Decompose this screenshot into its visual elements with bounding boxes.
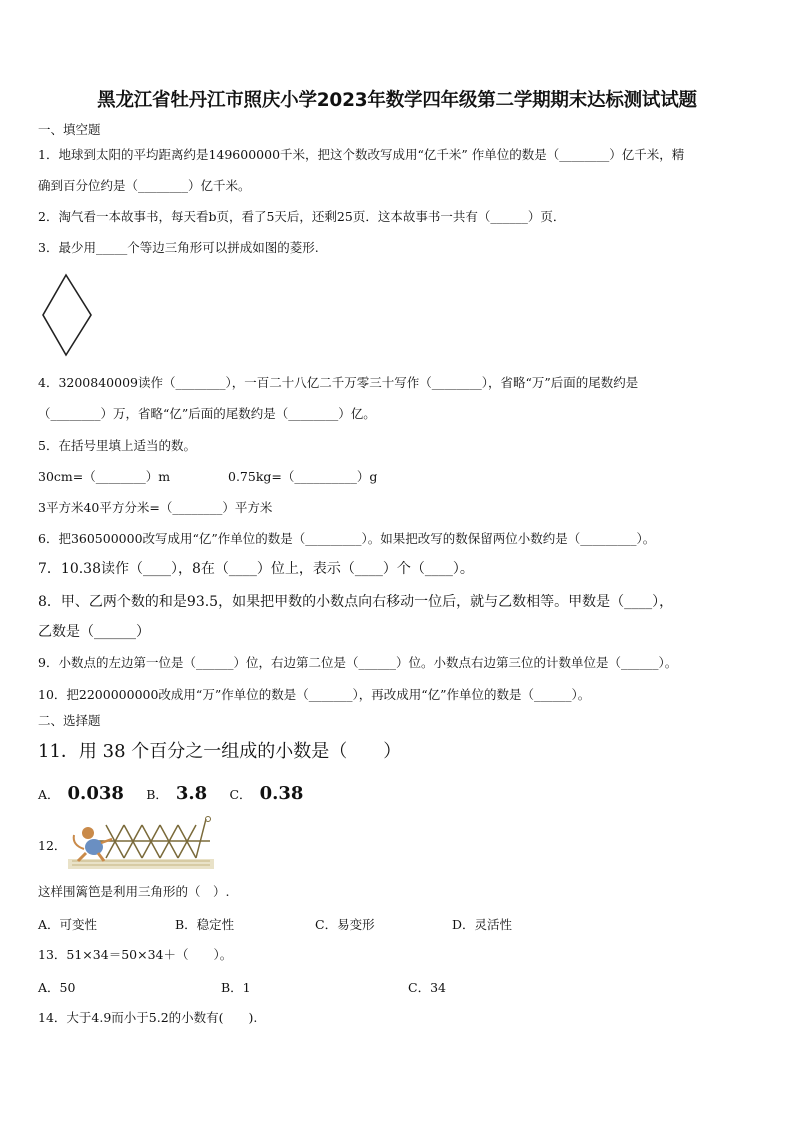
option-c[interactable]: C． 0.38: [229, 783, 304, 804]
option-a[interactable]: A． 0.038: [38, 783, 124, 804]
question-5-item-a: 30cm=（________）m: [38, 469, 171, 484]
question-12-text: 这样围篱笆是利用三角形的（ ）.: [38, 884, 230, 899]
question-11: 11．用 38 个百分之一组成的小数是（ ）: [38, 741, 402, 762]
question-1-line-1: 1．地球到太阳的平均距离约是149600000千米，把这个数改写成用“亿千米” 作单位的数是（________）亿千米，精: [38, 147, 685, 162]
option-b[interactable]: B．稳定性: [175, 917, 235, 932]
question-8-line-2: 乙数是（______）: [38, 624, 150, 640]
section-choice-heading: 二、选择题: [38, 713, 101, 728]
question-5-item-c: 3平方米40平方分米=（________）平方米: [38, 500, 273, 515]
question-12-number: 12．: [38, 838, 67, 853]
question-9: 9．小数点的左边第一位是（______）位，右边第二位是（______）位。小数点右边第三位的计数单位是（______）。: [38, 655, 678, 670]
question-10: 10．把2200000000改成用“万”作单位的数是（_______），再改成用“亿”作单位的数是（______）。: [38, 687, 591, 702]
question-7: 7．10.38读作（____），8在（____）位上，表示（____）个（____）。: [38, 561, 474, 577]
option-c[interactable]: C．易变形: [315, 917, 375, 932]
question-5: 5．在括号里填上适当的数。: [38, 438, 196, 453]
question-8-line-1: 8．甲、乙两个数的和是93.5，如果把甲数的小数点向右移动一位后，就与乙数相等。甲数是（____），: [38, 594, 674, 610]
question-3: 3．最少用_____个等边三角形可以拼成如图的菱形.: [38, 240, 319, 255]
question-13: 13．51×34＝50×34＋（ ）。: [38, 947, 233, 962]
option-b[interactable]: B． 3.8: [146, 783, 208, 804]
option-a[interactable]: A．可变性: [38, 917, 98, 932]
question-14: 14．大于4.9而小于5.2的小数有( ).: [38, 1010, 258, 1025]
option-b[interactable]: B．1: [221, 980, 251, 995]
option-c[interactable]: C．34: [408, 980, 446, 995]
fence-illustration: [66, 815, 216, 871]
question-6: 6．把360500000改写成用“亿”作单位的数是（_________）。如果把改写的数保留两位小数约是（_________）。: [38, 531, 656, 546]
section-fill-blank-heading: 一、填空题: [38, 122, 101, 137]
page-title: 黑龙江省牡丹江市照庆小学2023年数学四年级第二学期期末达标测试试题: [97, 90, 697, 111]
question-4-line-1: 4．3200840009读作（________），一百二十八亿二千万零三十写作（________），省略“万”后面的尾数约是: [38, 375, 639, 390]
question-11-options: [38, 783, 319, 806]
question-5-item-b: 0.75kg=（__________）g: [228, 469, 378, 484]
rhombus-figure: [40, 272, 94, 358]
option-a[interactable]: A．50: [38, 980, 76, 995]
question-4-line-2: （________）万，省略“亿”后面的尾数约是（________）亿。: [38, 406, 376, 421]
question-2: 2．淘气看一本故事书，每天看b页，看了5天后，还剩25页．这本故事书一共有（______）页．: [38, 209, 566, 224]
option-d[interactable]: D．灵活性: [452, 917, 513, 932]
question-1-line-2: 确到百分位约是（________）亿千米。: [38, 178, 251, 193]
